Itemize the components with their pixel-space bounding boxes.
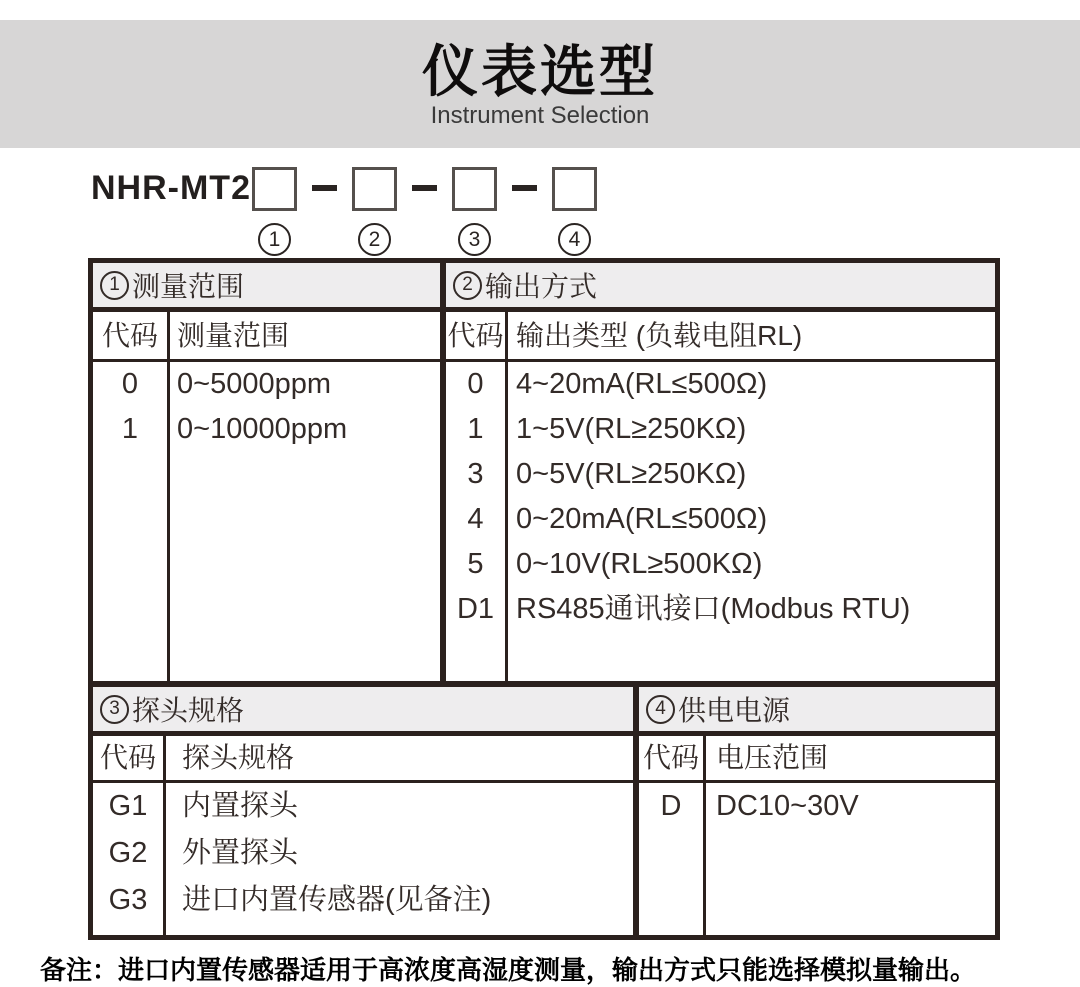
selection-table	[88, 258, 1000, 940]
circled-number-2-icon: 2	[358, 223, 391, 256]
desc-cell: 0~20mA(RL≤500Ω)	[516, 503, 768, 535]
selection-table-bottom-row	[93, 687, 995, 935]
dash-separator	[512, 185, 537, 191]
desc-column-header: 测量范围	[177, 320, 290, 351]
section-title-text: 输出方式	[485, 271, 598, 302]
desc-column-header: 电压范围	[716, 742, 829, 773]
code-column-header: 代码	[446, 312, 508, 359]
circled-number-4-icon: 4	[646, 695, 675, 724]
desc-cell: 0~10000ppm	[177, 413, 348, 445]
table-body	[639, 783, 995, 935]
circled-number-1-icon: 1	[100, 271, 129, 300]
code-column	[93, 783, 166, 935]
column-headers	[93, 736, 633, 783]
footnote-text: 进口内置传感器适用于高浓度高湿度测量，输出方式只能选择模拟量输出。	[118, 955, 977, 985]
table-output-mode-title	[446, 263, 995, 312]
desc-column	[170, 362, 440, 681]
table-probe-spec	[93, 687, 633, 935]
model-code-box-1	[252, 167, 297, 211]
desc-column	[706, 783, 995, 935]
title-banner	[0, 20, 1080, 148]
section-title-text: 供电电源	[678, 695, 791, 726]
code-cell: 3	[467, 458, 484, 490]
circled-number-2-icon: 2	[453, 271, 482, 300]
page-subtitle: Instrument Selection	[430, 102, 650, 129]
desc-cell: 4~20mA(RL≤500Ω)	[516, 368, 768, 400]
desc-cell: 0~10V(RL≥500KΩ)	[516, 548, 763, 580]
table-measure-range-title	[93, 263, 440, 312]
code-cell: 5	[467, 548, 484, 580]
code-column	[446, 362, 508, 681]
section-title-text: 探头规格	[132, 695, 245, 726]
model-slot-4	[552, 167, 597, 256]
code-cell: G1	[108, 790, 148, 822]
desc-cell: RS485通讯接口(Modbus RTU)	[516, 593, 911, 625]
table-body	[93, 783, 633, 935]
page-title: 仪表选型	[422, 40, 658, 103]
circled-number-1-icon: 1	[258, 223, 291, 256]
desc-cell: 进口内置传感器(见备注)	[182, 884, 492, 916]
table-measure-range	[93, 263, 440, 681]
code-cell: G3	[108, 884, 148, 916]
model-slot-1	[252, 167, 297, 256]
code-cell: 1	[121, 413, 139, 445]
column-headers	[639, 736, 995, 783]
model-code-box-3	[452, 167, 497, 211]
table-output-mode	[446, 263, 995, 681]
table-body	[446, 362, 995, 681]
circled-number-3-icon: 3	[100, 695, 129, 724]
table-probe-spec-title	[93, 687, 633, 736]
code-cell: D1	[456, 593, 495, 625]
table-body	[93, 362, 440, 681]
code-column-header: 代码	[639, 736, 706, 780]
code-column	[639, 783, 706, 935]
desc-cell: 1~5V(RL≥250KΩ)	[516, 413, 747, 445]
selection-table-top-row	[93, 263, 995, 681]
dash-separator	[412, 185, 437, 191]
table-power-supply	[639, 687, 995, 935]
code-column-header: 代码	[93, 312, 170, 359]
desc-column	[166, 783, 633, 935]
footnote	[40, 950, 976, 987]
desc-column-header: 输出类型 (负载电阻RL)	[516, 320, 803, 351]
desc-cell: DC10~30V	[716, 790, 859, 822]
desc-cell: 内置探头	[182, 790, 299, 822]
desc-cell: 0~5000ppm	[177, 368, 331, 400]
model-slot-2	[352, 167, 397, 256]
model-prefix: NHR-MT2	[91, 169, 251, 207]
model-code-box-4	[552, 167, 597, 211]
code-cell: 4	[467, 503, 484, 535]
column-headers	[93, 312, 440, 362]
code-cell: G2	[108, 837, 148, 869]
column-headers	[446, 312, 995, 362]
footnote-label: 备注：	[40, 955, 119, 985]
code-column	[93, 362, 170, 681]
desc-cell: 外置探头	[182, 837, 299, 869]
model-code-box-2	[352, 167, 397, 211]
table-power-supply-title	[639, 687, 995, 736]
dash-separator	[312, 185, 337, 191]
model-code-slots	[252, 167, 597, 256]
code-cell: D	[660, 790, 682, 822]
desc-column-header: 探头规格	[182, 742, 295, 773]
model-slot-3	[452, 167, 497, 256]
desc-cell: 0~5V(RL≥250KΩ)	[516, 458, 747, 490]
section-title-text: 测量范围	[132, 271, 245, 302]
circled-number-3-icon: 3	[458, 223, 491, 256]
circled-number-4-icon: 4	[558, 223, 591, 256]
code-cell: 0	[121, 368, 139, 400]
code-column-header: 代码	[93, 736, 166, 780]
desc-column	[508, 362, 995, 681]
code-cell: 0	[467, 368, 484, 400]
code-cell: 1	[467, 413, 484, 445]
